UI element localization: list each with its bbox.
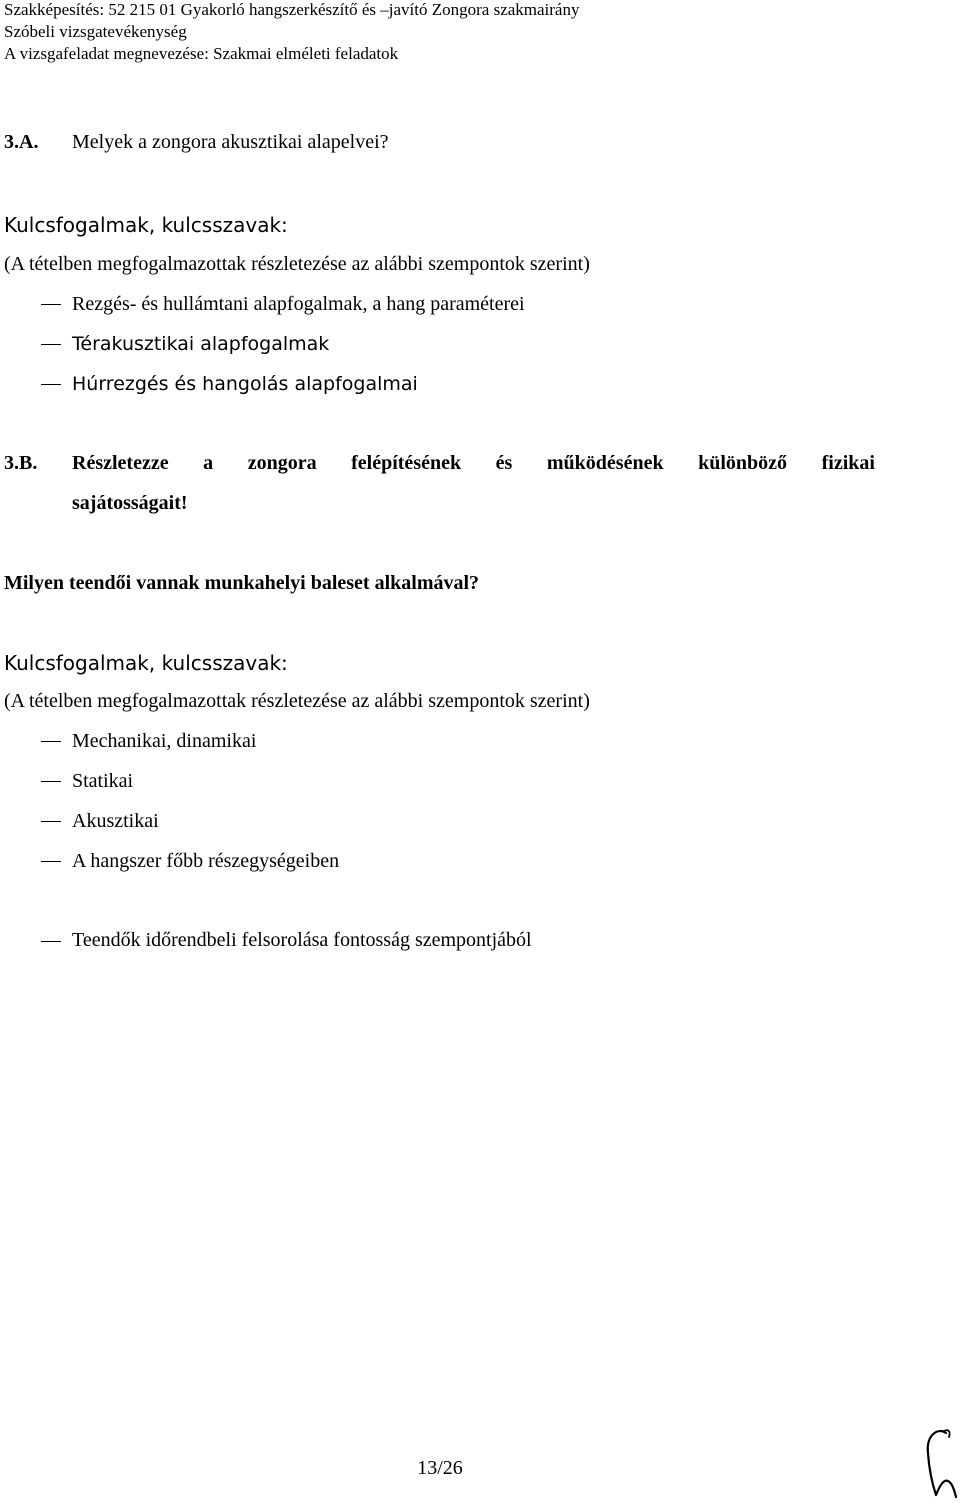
question-word: működésének xyxy=(546,452,664,474)
dash-bullet xyxy=(41,821,61,822)
header-task-name: A vizsgafeladat megnevezése: Szakmai elméleti feladatok xyxy=(4,44,399,63)
section-b-accident-question: Milyen teendői vannak munkahelyi baleset alkalmával? xyxy=(4,572,480,594)
list-item: Mechanikai, dinamikai xyxy=(72,730,257,752)
section-a-question: Melyek a zongora akusztikai alapelvei? xyxy=(72,131,389,153)
header-exam-type: Szóbeli vizsgatevékenység xyxy=(4,22,187,41)
section-a-number: 3.A. xyxy=(4,131,39,153)
page-number: 13/26 xyxy=(417,1457,463,1479)
dash-bullet xyxy=(41,941,61,942)
section-b-intro: (A tételben megfogalmazottak részletezése az alábbi szempontok szerint) xyxy=(4,690,590,712)
section-a-intro: (A tételben megfogalmazottak részletezése az alábbi szempontok szerint) xyxy=(4,253,590,275)
list-item: Teendők időrendbeli felsorolása fontosság szempontjából xyxy=(72,929,532,951)
dash-bullet xyxy=(41,741,61,742)
question-word: a xyxy=(203,452,214,474)
question-word: zongora xyxy=(247,452,317,474)
question-word: Részletezze xyxy=(72,452,169,474)
list-item: Térakusztikai alapfogalmak xyxy=(72,333,330,355)
section-b-question-line2: sajátosságait! xyxy=(72,492,188,514)
question-word: felépítésének xyxy=(351,452,462,474)
signature-mark xyxy=(918,1425,958,1500)
question-word: fizikai xyxy=(821,452,875,474)
header-qualification: Szakképesítés: 52 215 01 Gyakorló hangszerkészítő és –javító Zongora szakmairány xyxy=(4,0,580,19)
section-b-number: 3.B. xyxy=(4,452,38,474)
list-item: Húrrezgés és hangolás alapfogalmai xyxy=(72,373,418,395)
section-a-keywords-title: Kulcsfogalmak, kulcsszavak: xyxy=(4,213,288,237)
question-word: és xyxy=(495,452,513,474)
list-item: Akusztikai xyxy=(72,810,159,832)
list-item: A hangszer főbb részegységeiben xyxy=(72,850,340,872)
question-word: különböző xyxy=(698,452,788,474)
section-b-keywords-title: Kulcsfogalmak, kulcsszavak: xyxy=(4,651,288,675)
section-b-question-line1 xyxy=(72,452,875,475)
dash-bullet xyxy=(41,861,61,862)
dash-bullet xyxy=(41,344,61,345)
list-item: Rezgés- és hullámtani alapfogalmak, a hang paraméterei xyxy=(72,293,525,315)
dash-bullet xyxy=(41,384,61,385)
list-item: Statikai xyxy=(72,770,134,792)
dash-bullet xyxy=(41,781,61,782)
dash-bullet xyxy=(41,304,61,305)
